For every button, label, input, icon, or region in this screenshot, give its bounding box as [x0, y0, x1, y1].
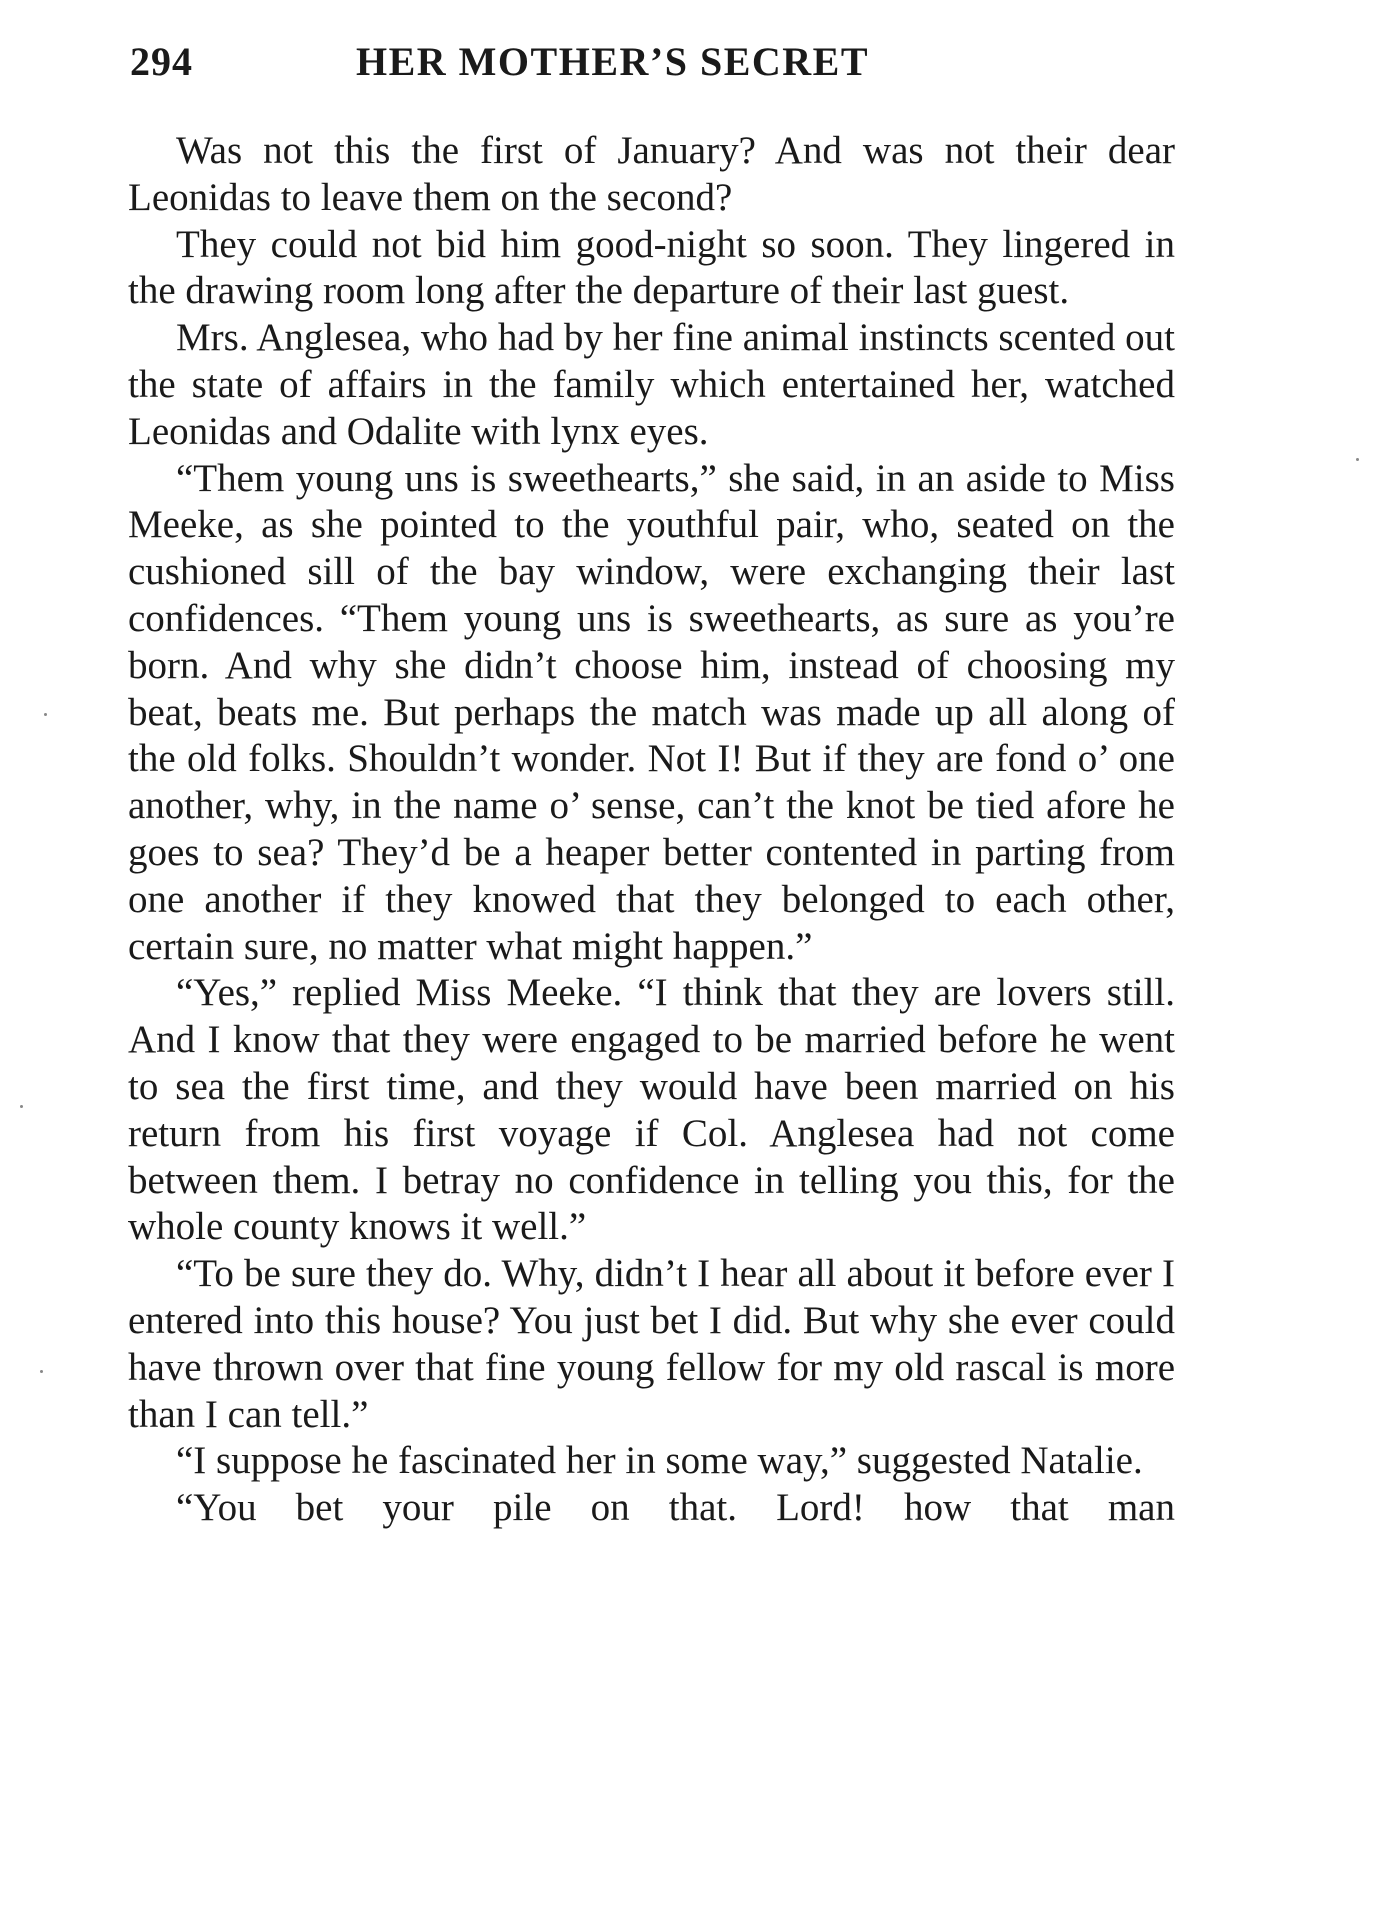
- page-number: 294: [130, 39, 193, 84]
- scan-speck: [1356, 458, 1359, 461]
- paragraph: Mrs. Anglesea, who had by her fine animal instincts scented out the state of affairs in the family which entertained her, watched Leonidas and Odalite with lynx eyes.: [128, 316, 1175, 453]
- paragraph: “Yes,” replied Miss Meeke. “I think that they are lovers still. And I know that they were engaged to be married before he went to sea the first time, and they would have been married on his return from his first voyage if Col. Anglesea had not come between them. I betray no confidence in telling you this, for the whole county knows it well.”: [128, 971, 1175, 1249]
- scan-speck: [44, 713, 47, 716]
- paragraph: “Them young uns is sweethearts,” she said, in an aside to Miss Meeke, as she pointed to the youthful pair, who, seated on the cushioned sill of the bay window, were exchanging their last confidences. “Them young uns is sweethearts, as sure as you’re born. And why she didn’t choose him, instead of choosing my beat, beats me. But perhaps the match was made up all along of the old folks. Shouldn’t wonder. Not I! But if they are fond o’ one another, why, in the name o’ sense, can’t the knot be tied afore he goes to sea? They’d be a heaper better contented in parting from one another if they knowed that they belonged to each other, certain sure, no matter what might happen.”: [128, 456, 1175, 968]
- scan-speck: [40, 1370, 43, 1373]
- paragraph: Was not this the first of January? And was not their dear Leonidas to leave them on the second?: [128, 129, 1175, 219]
- paragraph-continued: “You bet your pile on that. Lord! how that man: [176, 1486, 1175, 1530]
- page-header: [130, 38, 1175, 98]
- scan-speck: [20, 1105, 23, 1108]
- body-text: [128, 128, 1175, 1532]
- paragraph: They could not bid him good-night so soon. They lingered in the drawing room long after the departure of their last guest.: [128, 222, 1175, 313]
- paragraph: “To be sure they do. Why, didn’t I hear all about it before ever I entered into this house? You just bet I did. But why she ever could have thrown over that fine young fellow for my old rascal is more than I can tell.”: [128, 1252, 1175, 1436]
- paragraph: “I suppose he fascinated her in some way,” suggested Natalie.: [176, 1439, 1143, 1483]
- running-title: HER MOTHER’S SECRET: [356, 39, 870, 84]
